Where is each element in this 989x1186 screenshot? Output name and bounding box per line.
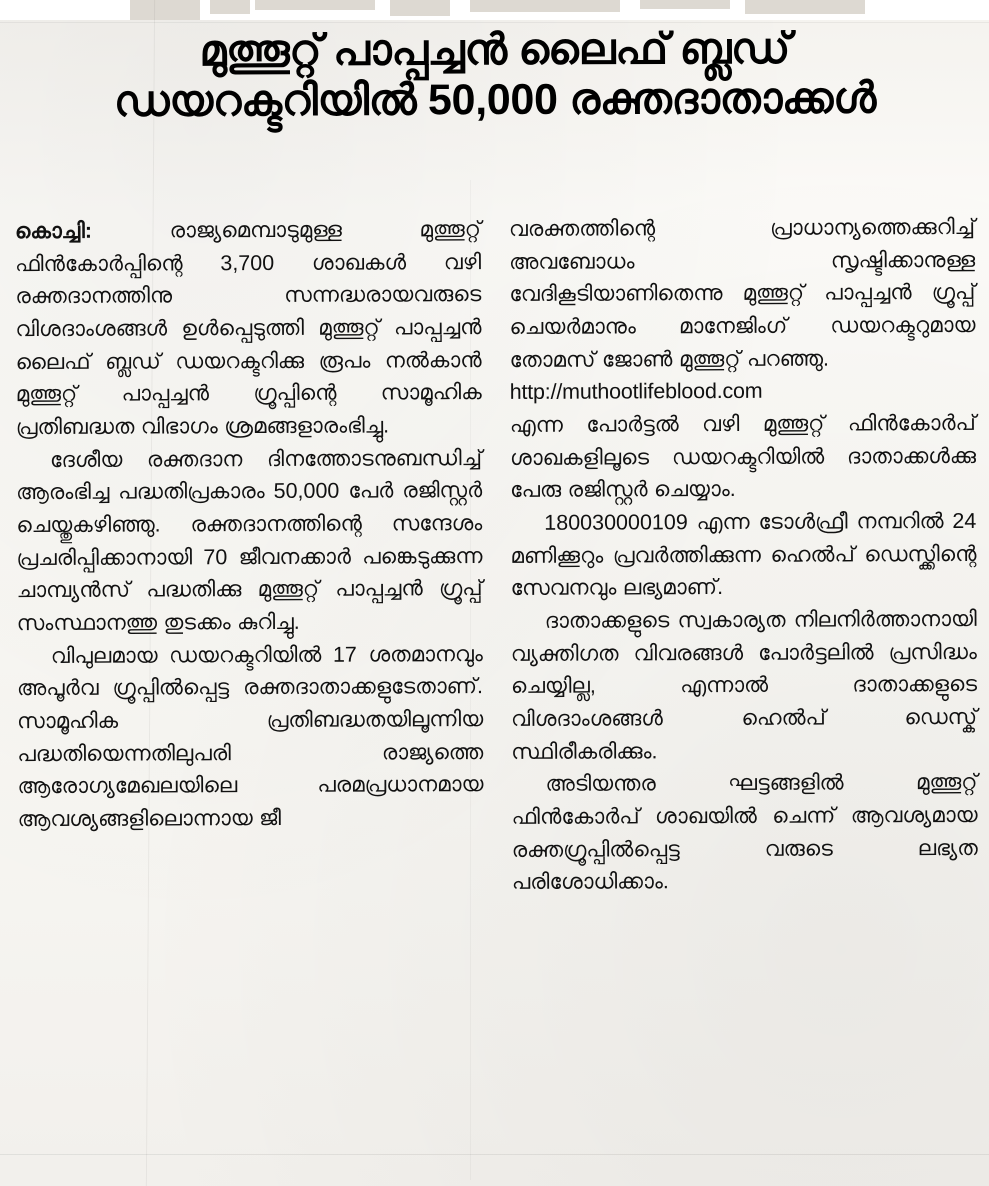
paragraph-text: അടിയന്തര ഘട്ടങ്ങളിൽ മുത്തൂറ്റ് ഫിൻകോർപ് ശാഖയിൽ ചെന്ന് ആവശ്യമായ രക്തഗ്രൂപ്പിൽപ്പെട്ട വരുടെ ലഭ്യത പരിശോധിക്കാം. xyxy=(511,770,978,895)
paragraph-text: ദേശീയ രക്തദാന ദിനത്തോടനുബന്ധിച്ച് ആരംഭിച്ച പദ്ധതിപ്രകാരം 50,000 പേർ രജിസ്റ്റർ ചെയ്തുകഴിഞ്ഞു. രക്തദാനത്തിന്റെ സന്ദേശം പ്രചരിപ്പിക്കാനായി 70 ജീവനക്കാർ പങ്കെടുക്കുന്ന ചാമ്പ്യൻസ് പദ്ധതിക്കു മുത്തൂറ്റ് പാപ്പച്ചൻ ഗ്രൂപ്പ് സംസ്ഥാനത്തു തുടക്കം കുറിച്ചു. xyxy=(16,445,483,636)
paragraph-lead xyxy=(15,213,482,444)
paragraph-text: വിപുലമായ ഡയറക്ടറിയിൽ 17 ശതമാനവും അപൂർവ ഗ്രൂപ്പിൽപ്പെട്ട രക്തദാതാക്കളുടേതാണ്. സാമൂഹിക പ്രതിബദ്ധതയിലൂന്നിയ പദ്ധതിയെന്നതിലുപരി രാജ്യത്തെ ആരോഗ്യമേഖലയിലെ പരമപ്രധാനമായ ആവശ്യങ്ങളിലൊന്നായ ജീ xyxy=(16,641,484,832)
dateline: കൊച്ചി: xyxy=(14,218,93,244)
paragraph-text: വരക്തത്തിന്റെ പ്രാധാന്യത്തെക്കുറിച്ച് അവബോധം സൃഷ്ടിക്കാനുള്ള വേദികൂടിയാണിതെന്നു മുത്തൂറ്റ് പാപ്പച്ചൻ ഗ്രൂപ്പ് ചെയർമാനും മാനേജിംഗ് ഡയറക്ടറുമായ തോമസ് ജോൺ മുത്തൂറ്റ് പറഞ്ഞു. xyxy=(508,214,976,372)
headline xyxy=(18,24,971,128)
article-columns xyxy=(15,211,980,901)
article-column-right xyxy=(509,211,978,899)
paper-crease xyxy=(0,1154,989,1155)
headline-line-2: ഡയറക്ടറിയിൽ 50,000 രക്തദാതാക്കൾ xyxy=(113,74,877,126)
paragraph-text: ദാതാക്കളുടെ സ്വകാര്യത നിലനിർത്താനായി വ്യക്തിഗത വിവരങ്ങൾ പോർട്ടലിൽ പ്രസിദ്ധം ചെയ്യില്ല, എന്നാൽ ദാതാക്കളുടെ വിശദാംശങ്ങൾ ഹെൽപ് ഡെസ്ക് സ്ഥിരീകരിക്കും. xyxy=(510,606,978,764)
article-column-left xyxy=(15,213,484,901)
paragraph-text: എന്ന പോർട്ടൽ വഴി മുത്തൂറ്റ് ഫിൻകോർപ് ശാഖകളിലൂടെ ഡയറക്ടറിയിൽ ദാതാക്കൾക്കു പേരു രജിസ്റ്റർ ചെയ്യാം. xyxy=(509,410,977,503)
portal-url: http://muthootlifeblood.com xyxy=(509,379,763,405)
headline-line-1: മുത്തൂറ്റ് പാപ്പച്ചൻ ലൈഫ് ബ്ലഡ് xyxy=(199,24,791,76)
paragraph-text: 180030000109 എന്ന ടോൾഫ്രീ നമ്പറിൽ 24 മണിക്കൂറും പ്രവർത്തിക്കുന്ന ഹെൽപ് ഡെസ്ക്കിന്റെ സേവനവും ലഭ്യമാണ്. xyxy=(510,508,977,601)
paragraph-text: രാജ്യമെമ്പാടുമുള്ള മുത്തൂറ്റ് ഫിൻകോർപ്പിന്റെ 3,700 ശാഖകൾ വഴി രക്തദാനത്തിനു സന്നദ്ധരായവരുടെ വിശദാംശങ്ങൾ ഉൾപ്പെടുത്തി മുത്തൂറ്റ് പാപ്പച്ചൻ ലൈഫ് ബ്ലഡ് ഡയറക്ടറിക്കു രൂപം നൽകാൻ മുത്തൂറ്റ് പാപ്പച്ചൻ ഗ്രൂപ്പിന്റെ സാമൂഹിക പ്രതിബദ്ധത വിഭാഗം ശ്രമങ്ങളാരംഭിച്ചു. xyxy=(15,217,482,440)
